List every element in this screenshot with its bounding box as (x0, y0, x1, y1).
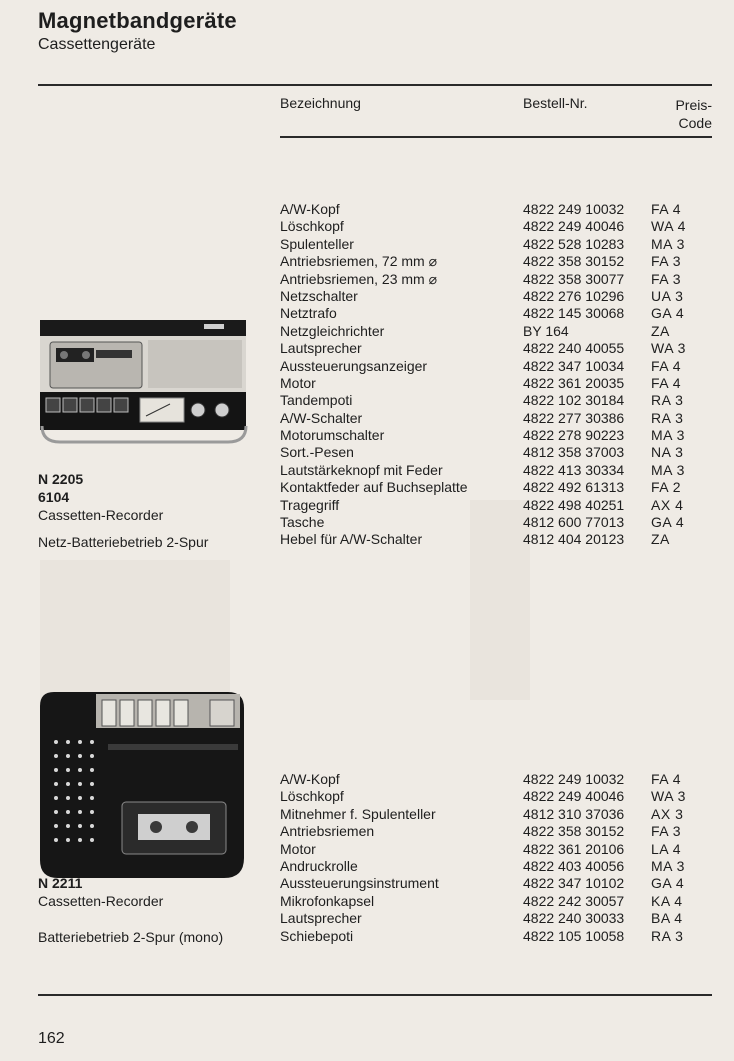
parts-list-n2205 (280, 201, 712, 549)
price-code: MA 3 (651, 427, 685, 444)
volume-slider-icon (210, 700, 234, 726)
part-name: Tragegriff (280, 496, 340, 513)
price-code: GA 4 (651, 875, 685, 892)
reel-left (150, 821, 162, 833)
part-name: Tandempoti (280, 392, 353, 409)
price-code: BA 4 (651, 910, 683, 927)
part-name: A/W-Schalter (280, 409, 363, 426)
key-forward-icon (138, 700, 152, 726)
device-photo-n2205 (36, 318, 252, 448)
price-code: FA 2 (651, 479, 682, 496)
order-number: BY 164 (523, 322, 569, 339)
part-name: Netzschalter (280, 287, 358, 304)
table-row (280, 928, 712, 945)
price-code: GA 4 (651, 305, 685, 322)
price-code: ZA (651, 322, 670, 339)
price-code: ZA (651, 531, 670, 548)
order-number: 4822 278 90223 (523, 427, 625, 444)
part-name: Motorumschalter (280, 427, 385, 444)
brand-plate (204, 324, 224, 329)
key-stop-icon (114, 398, 128, 412)
order-number: 4822 145 30068 (523, 305, 625, 322)
table-row (280, 479, 712, 496)
column-header-order: Bestell-Nr. (523, 95, 588, 111)
price-code: RA 3 (651, 927, 684, 944)
price-code: RA 3 (651, 392, 684, 409)
part-name: Sort.-Pesen (280, 444, 354, 461)
price-code: FA 4 (651, 771, 682, 787)
order-number: 4822 347 10102 (523, 875, 625, 892)
part-name: Schiebepoti (280, 927, 354, 944)
price-code: AX 4 (651, 496, 684, 513)
column-header-price-line2: Code (678, 115, 712, 131)
order-number: 4822 277 30386 (523, 409, 625, 426)
reel-left (60, 351, 68, 359)
part-name: Antriebsriemen (280, 823, 375, 840)
order-number: 4822 358 30152 (523, 823, 625, 840)
order-number: 4822 358 30152 (523, 253, 625, 270)
price-code: WA 3 (651, 340, 686, 357)
key-play-icon (97, 398, 111, 412)
price-code: NA 3 (651, 444, 684, 461)
column-header-price-code (660, 96, 712, 132)
order-number: 4822 358 30077 (523, 270, 625, 287)
price-code: FA 3 (651, 253, 682, 270)
part-name: A/W-Kopf (280, 771, 340, 787)
table-row (280, 806, 712, 823)
table-row (280, 771, 712, 788)
order-number: 4822 240 30033 (523, 910, 625, 927)
part-name: Andruckrolle (280, 857, 358, 874)
order-number: 4812 358 37003 (523, 444, 625, 461)
order-number: 4812 310 37036 (523, 805, 625, 822)
price-code: FA 4 (651, 201, 682, 217)
order-number: 4822 102 30184 (523, 392, 625, 409)
part-name: Lautstärkeknopf mit Feder (280, 461, 443, 478)
key-record-icon (102, 700, 116, 726)
table-row (280, 841, 712, 858)
tape-label-slot (96, 350, 132, 358)
order-number: 4822 242 30057 (523, 892, 625, 909)
part-name: Netzgleichrichter (280, 322, 385, 339)
table-row (280, 858, 712, 875)
order-number: 4822 498 40251 (523, 496, 625, 513)
order-number: 4812 404 20123 (523, 531, 625, 548)
table-row (280, 305, 712, 322)
table-row (280, 358, 712, 375)
order-number: 4822 361 20106 (523, 840, 625, 857)
price-code: KA 4 (651, 892, 683, 909)
part-name: Antriebsriemen, 23 mm ⌀ (280, 270, 438, 287)
device-model: N 2205 (38, 471, 84, 487)
table-row (280, 497, 712, 514)
key-stop-icon (174, 700, 188, 726)
table-row (280, 253, 712, 270)
price-code: WA 3 (651, 788, 686, 805)
order-number: 4822 276 10296 (523, 287, 625, 304)
table-row (280, 201, 712, 218)
order-number: 4822 249 10032 (523, 201, 625, 217)
table-row (280, 218, 712, 235)
cassette-label (138, 814, 210, 840)
price-code: FA 3 (651, 823, 682, 840)
key-forward-icon (80, 398, 94, 412)
page-number: 162 (38, 1030, 65, 1047)
table-row (280, 323, 712, 340)
table-row (280, 340, 712, 357)
table-row (280, 410, 712, 427)
level-meter-icon (140, 398, 184, 422)
key-rewind-icon (120, 700, 134, 726)
speaker-area (148, 340, 242, 388)
column-header-name: Bezeichnung (280, 95, 361, 111)
key-record-icon (46, 398, 60, 412)
device-model: N 2211 (38, 875, 83, 891)
order-number: 4822 413 30334 (523, 461, 625, 478)
table-row (280, 823, 712, 840)
table-row (280, 288, 712, 305)
order-number: 4812 600 77013 (523, 514, 625, 531)
order-number: 4822 105 10058 (523, 927, 625, 944)
key-play-icon (156, 700, 170, 726)
device-type: Cassetten-Recorder (38, 507, 164, 523)
price-code: FA 4 (651, 374, 682, 391)
price-code: FA 4 (651, 357, 682, 374)
price-code: MA 3 (651, 857, 685, 874)
device-info-n2205 (38, 470, 208, 551)
table-row (280, 875, 712, 892)
table-row (280, 514, 712, 531)
device-type: Cassetten-Recorder (38, 893, 164, 909)
column-header-price-line1: Preis- (675, 97, 712, 113)
part-name: Kontaktfeder auf Buchseplatte (280, 479, 468, 496)
reel-right (82, 351, 90, 359)
part-name: Antriebsriemen, 72 mm ⌀ (280, 253, 438, 270)
key-rewind-icon (63, 398, 77, 412)
device-submodel: 6104 (38, 489, 70, 505)
device-note: Netz-Batteriebetrieb 2-Spur (38, 534, 209, 550)
bottom-rule (38, 994, 712, 996)
price-code: UA 3 (651, 287, 684, 304)
order-number: 4822 403 40056 (523, 857, 625, 874)
table-row (280, 392, 712, 409)
part-name: Mikrofonkapsel (280, 892, 375, 909)
order-number: 4822 347 10034 (523, 357, 625, 374)
table-row (280, 893, 712, 910)
part-name: Tasche (280, 514, 325, 531)
parts-list-n2211 (280, 771, 712, 945)
part-name: Löschkopf (280, 788, 344, 805)
part-name: Hebel für A/W-Schalter (280, 531, 423, 548)
table-row (280, 531, 712, 548)
tone-knob-icon (215, 403, 229, 417)
device-photo-n2211 (32, 688, 250, 884)
reel-right (186, 821, 198, 833)
volume-knob-icon (191, 403, 205, 417)
brand-stripe (108, 744, 238, 750)
part-name: Motor (280, 374, 316, 391)
table-row (280, 375, 712, 392)
order-number: 4822 492 61313 (523, 479, 625, 496)
order-number: 4822 249 40046 (523, 788, 625, 805)
table-row (280, 788, 712, 805)
device-info-n2211 (38, 874, 223, 946)
part-name: Löschkopf (280, 218, 344, 235)
part-name: Lautsprecher (280, 910, 362, 927)
part-name: Spulenteller (280, 235, 354, 252)
order-number: 4822 240 40055 (523, 340, 625, 357)
part-name: Aussteuerungsinstrument (280, 875, 439, 892)
part-name: Netztrafo (280, 305, 337, 322)
part-name: Aussteuerungsanzeiger (280, 357, 428, 374)
price-code: FA 3 (651, 270, 682, 287)
page-title: Magnetbandgeräte (38, 8, 237, 33)
part-name: Lautsprecher (280, 340, 362, 357)
price-code: AX 3 (651, 805, 684, 822)
table-row (280, 236, 712, 253)
order-number: 4822 249 40046 (523, 218, 625, 235)
price-code: WA 4 (651, 218, 686, 235)
table-row (280, 462, 712, 479)
table-row (280, 444, 712, 461)
page-subtitle: Cassettengeräte (38, 36, 156, 53)
part-name: A/W-Kopf (280, 201, 340, 217)
header-rule (280, 136, 712, 138)
order-number: 4822 528 10283 (523, 235, 625, 252)
top-rule (38, 84, 712, 86)
price-code: MA 3 (651, 235, 685, 252)
price-code: MA 3 (651, 461, 685, 478)
table-row (280, 271, 712, 288)
device-note: Batteriebetrieb 2-Spur (mono) (38, 929, 224, 945)
part-name: Mitnehmer f. Spulenteller (280, 805, 436, 822)
table-row (280, 427, 712, 444)
price-code: GA 4 (651, 514, 685, 531)
price-code: RA 3 (651, 409, 684, 426)
price-code: LA 4 (651, 840, 682, 857)
part-name: Motor (280, 840, 316, 857)
order-number: 4822 249 10032 (523, 771, 625, 787)
order-number: 4822 361 20035 (523, 374, 625, 391)
table-row (280, 910, 712, 927)
